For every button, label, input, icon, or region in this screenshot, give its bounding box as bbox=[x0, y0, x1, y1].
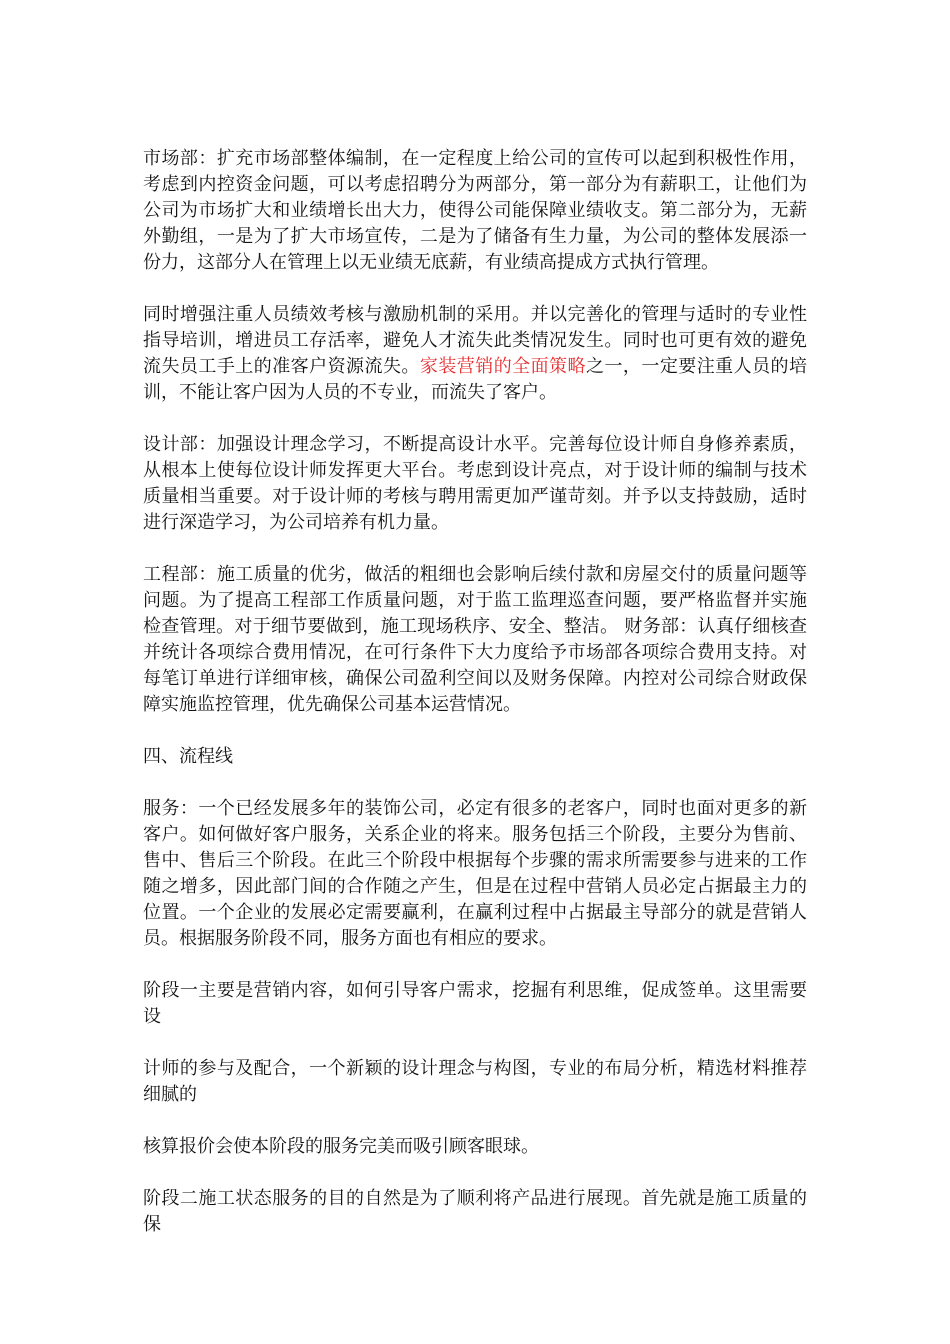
paragraph-design-dept: 设计部：加强设计理念学习，不断提高设计水平。完善每位设计师自身修养素质，从根本上使每位设计师发挥更大平台。考虑到设计亮点，对于设计师的编制与技术质量相当重要。对于设计师的考核与聘用需更加严谨苛刻。并予以支持鼓励，适时进行深造学习，为公司培养有机力量。 bbox=[143, 434, 807, 533]
paragraph-marketing-dept: 市场部：扩充市场部整体编制，在一定程度上给公司的宣传可以起到积极性作用，考虑到内控资金问题，可以考虑招聘分为两部分，第一部分为有薪职工，让他们为公司为市场扩大和业绩增长出大力，使得公司能保障业绩收支。第二部分为，无薪外勤组，一是为了扩大市场宣传，二是为了储备有生力量，为公司的整体发展添一份力，这部分人在管理上以无业绩无底薪，有业绩高提成方式执行管理。 bbox=[143, 148, 807, 273]
document-body bbox=[143, 146, 807, 1264]
section-heading: 四、流程线 bbox=[143, 746, 233, 767]
paragraph-performance-assessment bbox=[143, 302, 807, 406]
paragraph-stage-one: 阶段一主要是营销内容，如何引导客户需求，挖掘有利思维，促成签单。这里需要设 bbox=[143, 980, 807, 1027]
paragraph-stage-two: 阶段二施工状态服务的目的自然是为了顺利将产品进行展现。首先就是施工质量的保 bbox=[143, 1188, 807, 1235]
strategy-link[interactable]: 家装营销的全面策略 bbox=[419, 356, 586, 377]
paragraph-stage-one-end: 核算报价会使本阶段的服务完美而吸引顾客眼球。 bbox=[143, 1136, 539, 1157]
paragraph-stage-one-continued: 计师的参与及配合，一个新颖的设计理念与构图，专业的布局分析，精选材料推荐细腻的 bbox=[143, 1058, 807, 1105]
paragraph-service: 服务：一个已经发展多年的装饰公司，必定有很多的老客户，同时也面对更多的新客户。如何做好客户服务，关系企业的将来。服务包括三个阶段，主要分为售前、售中、售后三个阶段。在此三个阶段中根据每个步骤的需求所需要参与进来的工作随之增多，因此部门间的合作随之产生，但是在过程中营销人员必定占据最主力的位置。一个企业的发展必定需要赢利，在赢利过程中占据最主导部分的就是营销人员。根据服务阶段不同，服务方面也有相应的要求。 bbox=[143, 798, 807, 949]
paragraph-engineering-finance-dept: 工程部：施工质量的优劣，做活的粗细也会影响后续付款和房屋交付的质量问题等问题。为了提高工程部工作质量问题，对于监工监理巡查问题，要严格监督并实施检查管理。对于细节要做到，施工现场秩序、安全、整洁。 财务部：认真仔细核查并统计各项综合费用情况，在可行条件下大力度给予市场部各项综合费用支持。对每笔订单进行详细审核，确保公司盈利空间以及财务保障。内控对公司综合财政保障实施监控管理，优先确保公司基本运营情况。 bbox=[143, 564, 807, 715]
paragraph-text: 之一，一定要注重人员的培训，不能让客户因为人员的不专业，而流失了客户。 bbox=[143, 356, 808, 403]
paragraph-text: 同时增强注重人员绩效考核与激励机制的采用。并以完善化的管理与适时的专业性指导培训，增进员工存活率，避免人才流失此类情况发生。同时也可更有效的避免流失员工手上的准客户资源流失。 bbox=[143, 304, 807, 377]
